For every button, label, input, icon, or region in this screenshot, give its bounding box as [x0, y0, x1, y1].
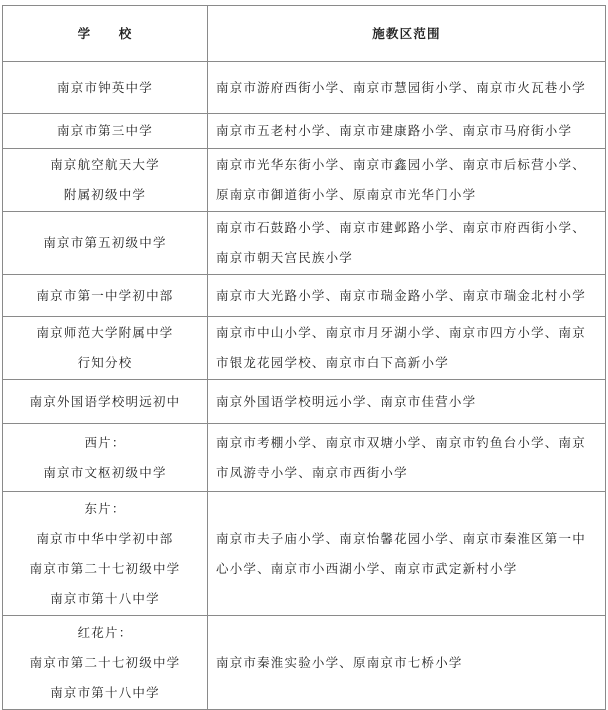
table-row [3, 492, 606, 616]
area-cell: 南京市大光路小学、南京市瑞金路小学、南京市瑞金北村小学 [208, 275, 606, 317]
table-row [3, 212, 606, 275]
school-cell [3, 492, 208, 616]
area-cell: 南京市石鼓路小学、南京市建邺路小学、南京市府西街小学、南京市朝天宫民族小学 [208, 212, 606, 275]
school-name: 南京市第二十七初级中学 [29, 560, 181, 576]
school-district-table [2, 5, 606, 710]
area-cell: 南京市夫子庙小学、南京怡馨花园小学、南京市秦淮区第一中心小学、南京市小西湖小学、南京市武定新村小学 [208, 492, 606, 616]
school-cell [3, 149, 208, 212]
school-name: 南京市钟英中学 [57, 79, 153, 95]
table-row [3, 62, 606, 114]
school-name: 附属初级中学 [63, 187, 147, 202]
table-header-row [3, 6, 606, 62]
table-row [3, 275, 606, 317]
school-cell [3, 616, 208, 710]
school-name: 行知分校 [77, 355, 133, 370]
school-name: 南京市第十八中学 [50, 590, 160, 606]
table-row [3, 424, 606, 492]
area-cell: 南京外国语学校明远小学、南京市佳营小学 [208, 380, 606, 424]
school-name: 南京航空航天大学 [50, 157, 160, 172]
table-row [3, 317, 606, 380]
table-row [3, 380, 606, 424]
school-cell [3, 114, 208, 149]
area-cell: 南京市光华东街小学、南京市鑫园小学、南京市后标营小学、原南京市御道街小学、原南京市光华门小学 [208, 149, 606, 212]
district-label: 红花片： [77, 624, 133, 640]
school-cell [3, 380, 208, 424]
school-cell [3, 62, 208, 114]
school-name: 南京市文枢初级中学 [43, 464, 167, 480]
school-cell [3, 275, 208, 317]
school-name: 南京市第三中学 [57, 123, 153, 138]
school-name: 南京师范大学附属中学 [36, 325, 174, 340]
area-cell: 南京市中山小学、南京市月牙湖小学、南京市四方小学、南京市银龙花园学校、南京市白下高新小学 [208, 317, 606, 380]
area-cell: 南京市秦淮实验小学、原南京市七桥小学 [208, 616, 606, 710]
school-cell [3, 424, 208, 492]
school-cell [3, 212, 208, 275]
school-name: 南京市第一中学初中部 [36, 287, 174, 303]
table-row [3, 616, 606, 710]
table-row [3, 114, 606, 149]
district-label: 西片： [84, 434, 126, 450]
district-label: 东片： [84, 500, 126, 516]
school-name: 南京市第五初级中学 [43, 235, 167, 250]
school-name: 南京市第十八中学 [50, 684, 160, 700]
school-name: 南京外国语学校明远初中 [29, 393, 181, 409]
school-name: 南京市中华中学初中部 [36, 530, 174, 546]
header-area: 施教区范围 [208, 6, 606, 62]
school-cell [3, 317, 208, 380]
table-row [3, 149, 606, 212]
area-cell: 南京市考棚小学、南京市双塘小学、南京市钓鱼台小学、南京市凤游寺小学、南京市西街小学 [208, 424, 606, 492]
area-cell: 南京市五老村小学、南京市建康路小学、南京市马府街小学 [208, 114, 606, 149]
school-name: 南京市第二十七初级中学 [29, 654, 181, 670]
area-cell: 南京市游府西街小学、南京市慧园街小学、南京市火瓦巷小学 [208, 62, 606, 114]
header-school: 学 校 [3, 6, 208, 62]
